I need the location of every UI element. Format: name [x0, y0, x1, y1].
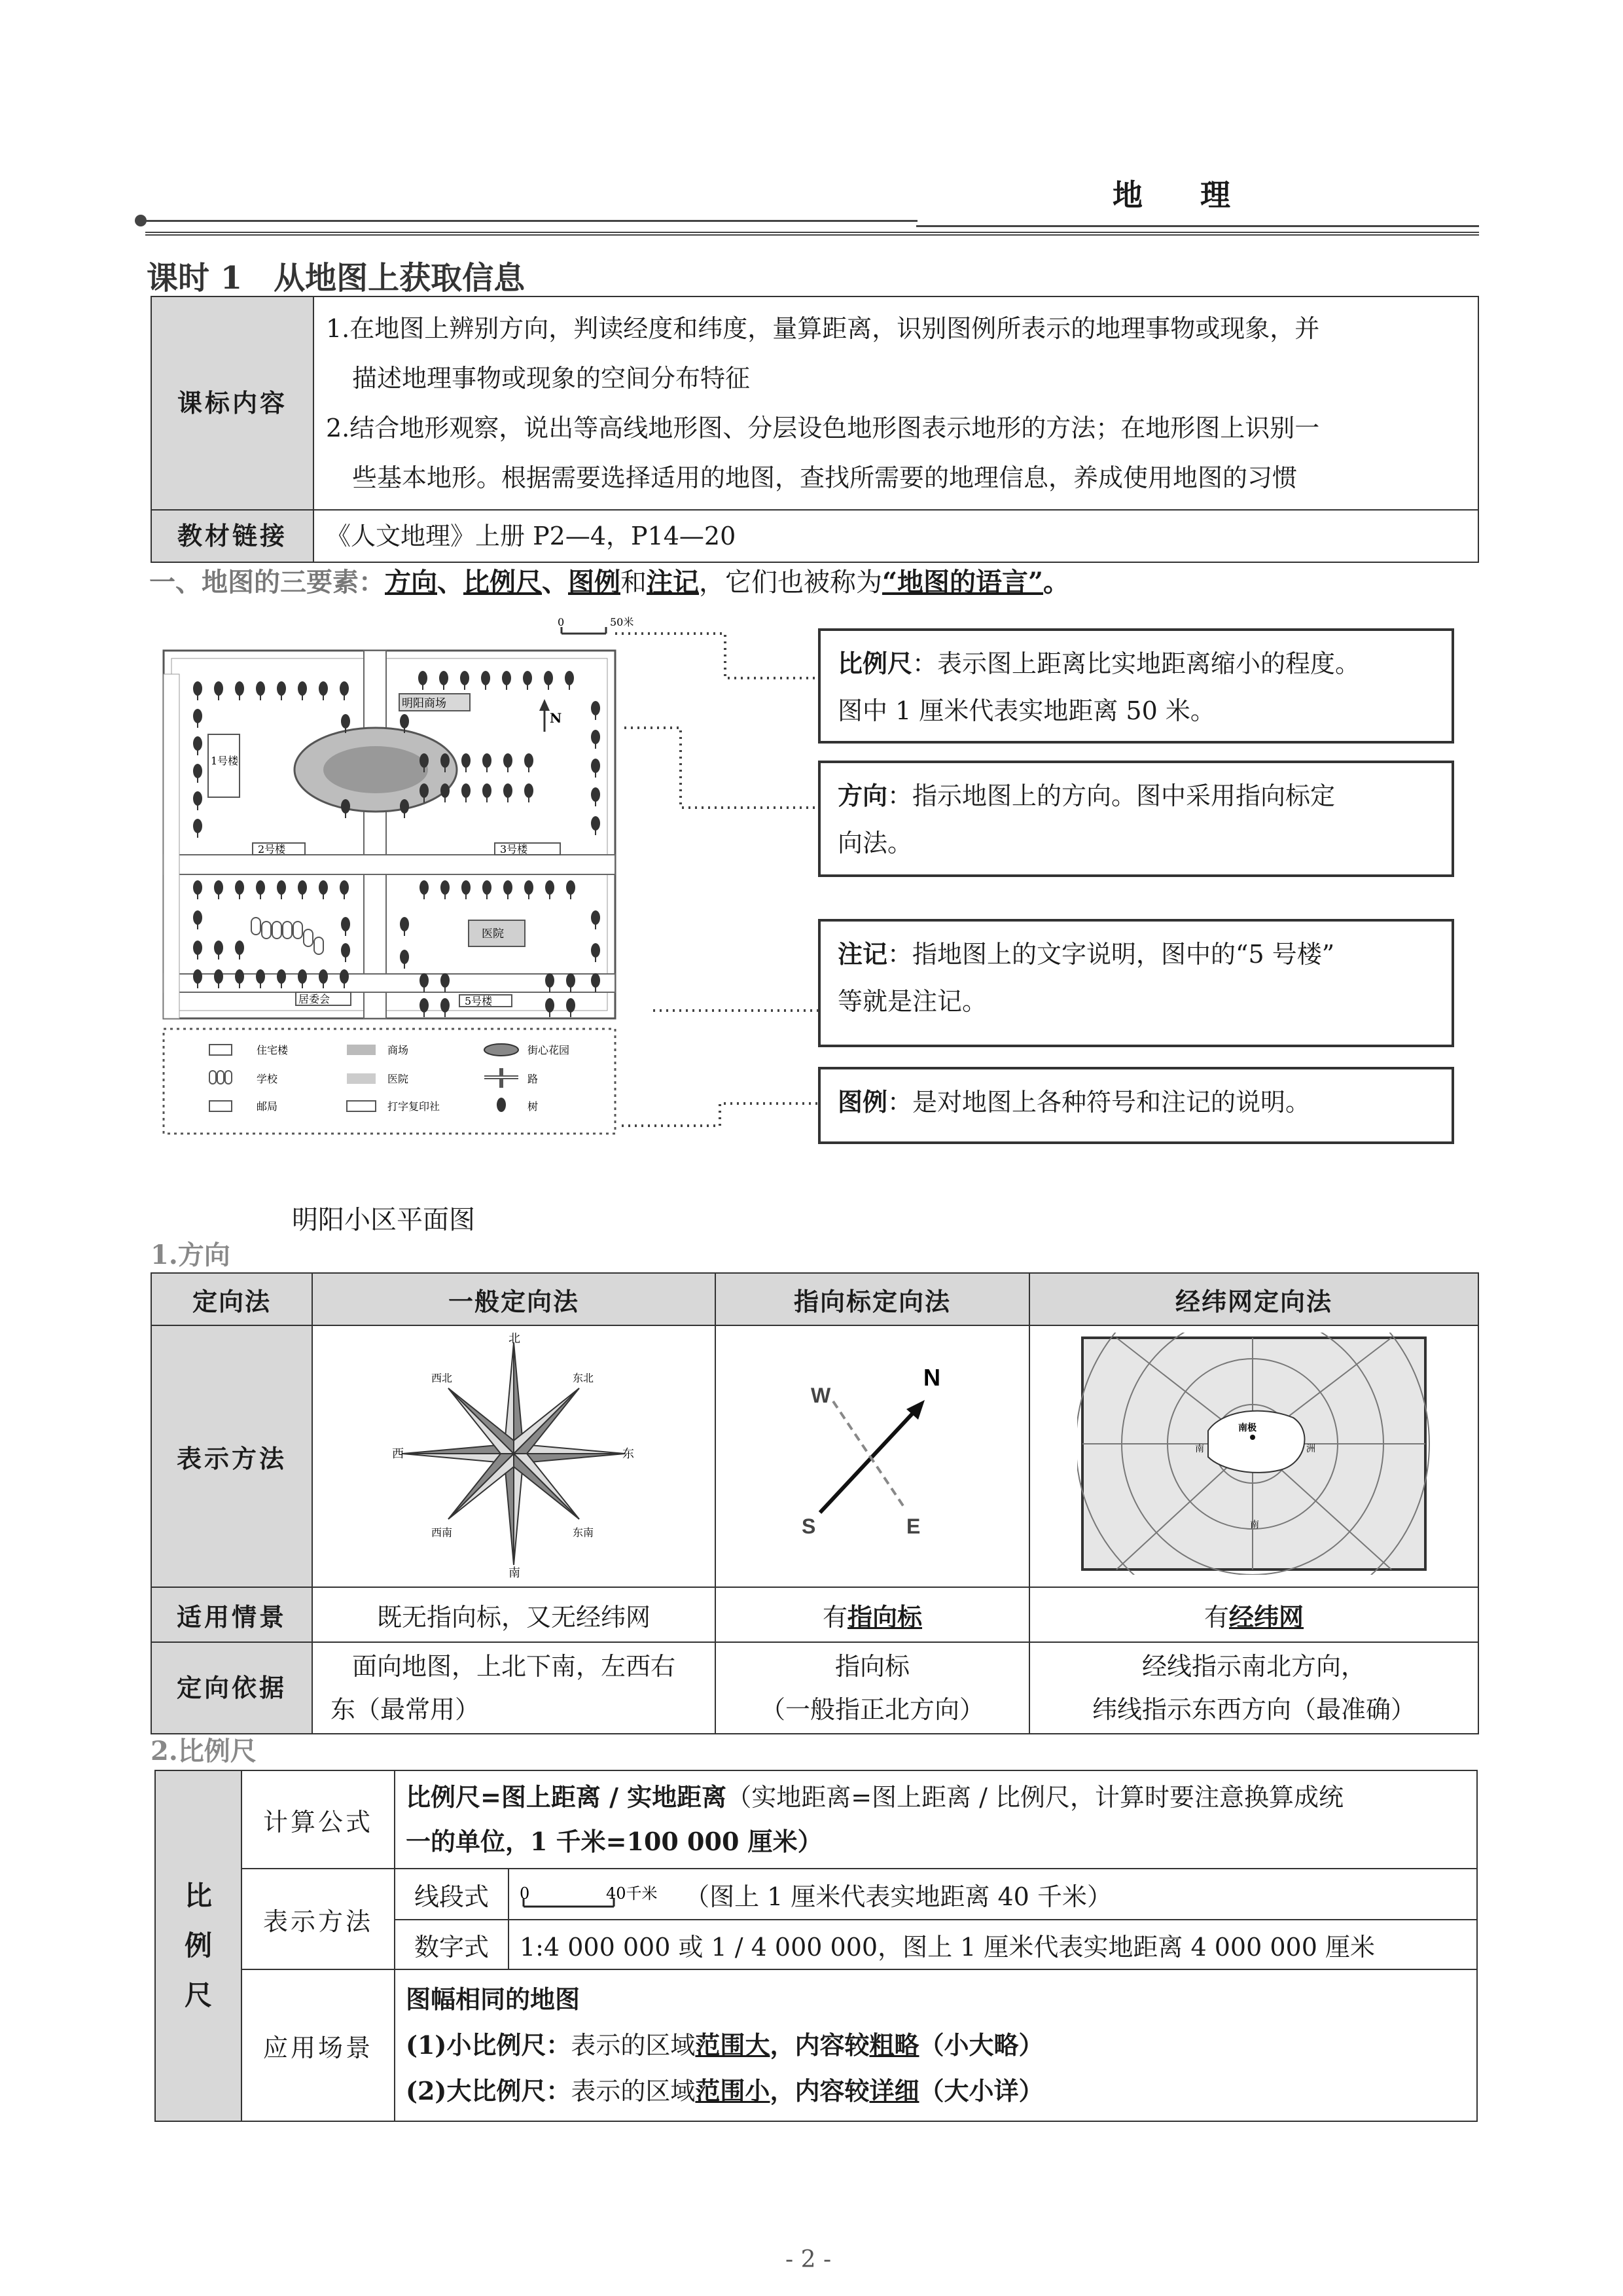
small-k1: 范围大: [695, 2030, 770, 2060]
standards-table: [151, 296, 1479, 563]
legend-tree: 树: [527, 1100, 539, 1113]
header-rule: [145, 220, 918, 222]
basis-2-b: （一般指正北方向）: [760, 1695, 984, 1724]
formula-text: [395, 1770, 1477, 1869]
basis-2-a: 指向标: [834, 1652, 910, 1681]
s1-and: 和: [620, 567, 647, 598]
num-label: 数字式: [395, 1920, 508, 1969]
header-rule-bottom: [145, 232, 1479, 236]
arrow-w: W: [811, 1383, 831, 1407]
line-text-cell: [508, 1869, 1477, 1920]
callout-scale-text1: ：表示图上距离比实地距离缩小的程度。: [912, 649, 1361, 678]
small-k2: 粗略: [869, 2030, 919, 2060]
callout-note-label: 注记: [838, 939, 888, 969]
content-1-line2: 描述地理事物或现象的空间分布特征: [352, 364, 751, 393]
map-mall: 明阳商场: [402, 697, 446, 710]
app-head: 图幅相同的地图: [406, 1984, 580, 2014]
formula-label: 计算公式: [241, 1770, 395, 1869]
direction-table: [151, 1272, 1479, 1734]
map-b1: 1号楼: [211, 755, 239, 767]
use-3-key: 经纬网: [1229, 1602, 1304, 1632]
legend-school: 学校: [257, 1073, 278, 1085]
app-text: [395, 1969, 1477, 2121]
callout-legend-label: 图例: [838, 1087, 888, 1117]
dir-row-basis: 定向依据: [151, 1642, 312, 1734]
legend-garden: 街心花园: [527, 1044, 570, 1056]
direction-title: 1.方向: [151, 1240, 230, 1270]
callout-scale: [818, 628, 1454, 744]
callout-direction: [818, 761, 1454, 877]
compass-w: 西: [392, 1446, 404, 1461]
basis-2: [715, 1642, 1029, 1734]
arrow-cell: [715, 1325, 1029, 1587]
app-label: 应用场景: [241, 1969, 395, 2121]
app-large: [406, 2068, 1466, 2114]
connector-lines: [615, 628, 838, 1145]
line-label: 线段式: [395, 1869, 508, 1920]
large-c: ，内容较: [770, 2076, 870, 2106]
s1-note: 注记: [647, 567, 699, 598]
lesson-title: 课时 1 从地图上获取信息: [147, 260, 526, 296]
compass-e: 东: [622, 1446, 634, 1461]
content-1-line1: 1.在地图上辨别方向，判读经度和纬度，量算距离，识别图例所表示的地理事物或现象，并: [326, 314, 1320, 343]
map-b3: 3号楼: [500, 843, 528, 855]
content-2-line1: 2.结合地形观察，说出等高线地形图、分层设色地形图表示地形的方法；在地形图上识别一: [326, 414, 1320, 442]
callout-dir-label: 方向: [838, 781, 888, 810]
s1-end: 。: [1043, 567, 1070, 598]
map-caption: 明阳小区平面图: [292, 1205, 475, 1235]
formula-c: 一的单位，1 千米=100 000 厘米）: [406, 1827, 823, 1856]
basis-3: [1029, 1642, 1478, 1734]
callout-scale-label: 比例尺: [838, 649, 913, 678]
small-c: ，内容较: [770, 2030, 870, 2060]
map-scale-50: 50米: [610, 616, 634, 628]
use-3: [1029, 1587, 1478, 1642]
map-hospital: 医院: [482, 927, 504, 941]
dir-h0: 定向法: [151, 1273, 312, 1325]
callout-legend: [818, 1067, 1454, 1144]
basis-1: [312, 1642, 715, 1734]
scale-big-2: 例: [184, 1929, 212, 1962]
small-mid: 表示的区域: [571, 2031, 696, 2060]
content-2-line2: 些基本地形。根据需要选择适用的地图，查找所需要的地理信息，养成使用地图的习惯: [352, 463, 1298, 492]
scale-big-label: [155, 1770, 241, 2121]
header-bullet: [135, 215, 147, 226]
s1-prefix: 一、地图的三要素：: [149, 567, 385, 598]
compass-se: 东南: [573, 1526, 594, 1539]
subject-title: 地 理: [1113, 177, 1255, 213]
scale-big-3: 尺: [184, 1979, 212, 2011]
polar-map: [1077, 1333, 1431, 1575]
small-pre: (1)小比例尺：: [406, 2030, 571, 2060]
arrow-s: S: [802, 1514, 816, 1538]
header-rule-double: [916, 225, 1479, 227]
line-zero: 0: [520, 1886, 530, 1903]
line-40: 40千米: [606, 1886, 658, 1903]
s1-direction: 方向: [385, 567, 437, 598]
large-mid: 表示的区域: [571, 2077, 696, 2106]
polar-map-cell: [1029, 1325, 1478, 1587]
standards-content: [313, 296, 1478, 510]
callout-dir-text2: 向法。: [838, 829, 913, 857]
basis-1-a: 面向地图，上北下南，左西右: [351, 1652, 675, 1681]
formula-b: （实地距离=图上距离 / 比例尺，计算时要注意换算成统: [726, 1783, 1344, 1812]
legend-hospital: 医院: [387, 1073, 409, 1085]
textbook-link: 《人文地理》上册 P2—4，P14—20: [313, 510, 1478, 562]
use-1: 既无指向标，又无经纬网: [312, 1587, 715, 1642]
map-committee: 居委会: [298, 993, 330, 1005]
polar-z2: 洲: [1306, 1443, 1315, 1454]
s1-scale: 比例尺: [463, 567, 542, 598]
s1-mid: ，它们也被称为: [699, 567, 882, 598]
formula-a: 比例尺=图上距离 / 实地距离: [406, 1782, 727, 1812]
s1-map-language: “地图的语言”: [882, 567, 1044, 598]
scale-big-1: 比: [184, 1880, 212, 1912]
compass-s: 南: [508, 1566, 520, 1578]
legend-road: 路: [527, 1073, 539, 1085]
large-k2: 详细: [869, 2076, 919, 2106]
polar-z1: 南: [1195, 1443, 1204, 1454]
compass-sw: 西南: [431, 1526, 453, 1539]
callout-note-text2: 等就是注记。: [838, 987, 988, 1016]
legend-post: 邮局: [257, 1100, 278, 1113]
label-link: 教材链接: [151, 510, 313, 562]
map-scale-zero: 0: [558, 616, 565, 628]
use-3-pre: 有: [1204, 1602, 1229, 1632]
dir-row-method: 表示方法: [151, 1325, 312, 1587]
dir-h2: 指向标定向法: [715, 1273, 1029, 1325]
callout-note: [818, 919, 1454, 1047]
callout-legend-text: ：是对地图上各种符号和注记的说明。: [887, 1088, 1311, 1117]
method-label: 表示方法: [241, 1869, 395, 1969]
basis-3-b: 纬线指示东西方向（最准确）: [1092, 1695, 1416, 1724]
callout-scale-text2: 图中 1 厘米代表实地距离 50 米。: [838, 696, 1215, 725]
legend-mall: 商场: [387, 1044, 409, 1056]
basis-1-b: 东（最常用）: [330, 1695, 480, 1724]
polar-pole: 南极: [1238, 1422, 1257, 1433]
scale-table: [154, 1770, 1478, 2122]
small-end: （小大略）: [919, 2030, 1044, 2060]
page-number: - 2 -: [785, 2246, 832, 2273]
compass-nw: 西北: [431, 1371, 453, 1384]
compass-n: 北: [508, 1331, 520, 1346]
s1-sep2: 、: [542, 567, 568, 598]
direction-arrow-diagram: [761, 1349, 984, 1558]
legend-print-shop: 打字复印社: [387, 1100, 440, 1113]
compass-rose-cell: [312, 1325, 715, 1587]
large-pre: (2)大比例尺：: [406, 2076, 571, 2106]
arrow-e: E: [906, 1514, 921, 1538]
line-text: （图上 1 厘米代表实地距离 40 千米）: [685, 1882, 1112, 1911]
s1-legend: 图例: [568, 567, 620, 598]
compass-rose: [383, 1329, 645, 1578]
legend-residential: 住宅楼: [257, 1044, 289, 1056]
section1-title: [149, 562, 1069, 599]
app-small: [406, 2022, 1466, 2068]
dir-row-use: 适用情景: [151, 1587, 312, 1642]
scale-title: 2.比例尺: [151, 1736, 257, 1767]
arrow-n: N: [923, 1363, 940, 1391]
large-end: （大小详）: [919, 2076, 1044, 2106]
s1-sep1: 、: [437, 567, 463, 598]
polar-south: 南: [1250, 1519, 1259, 1530]
dir-h3: 经纬网定向法: [1029, 1273, 1478, 1325]
use-2-pre: 有: [822, 1602, 847, 1632]
map-b5: 5号楼: [465, 995, 493, 1007]
map-b2: 2号楼: [258, 843, 286, 855]
callout-note-text1: ：指地图上的文字说明，图中的“5 号楼”: [887, 940, 1335, 969]
label-content: 课标内容: [151, 296, 313, 510]
use-2: [715, 1587, 1029, 1642]
num-text: 1:4 000 000 或 1 / 4 000 000，图上 1 厘米代表实地距离 4 000 000 厘米: [508, 1920, 1477, 1969]
map-north: N: [550, 710, 562, 726]
basis-3-a: 经线指示南北方向，: [1141, 1652, 1366, 1681]
compass-ne: 东北: [573, 1371, 594, 1384]
callout-dir-text1: ：指示地图上的方向。图中采用指向标定: [887, 781, 1336, 810]
large-k1: 范围小: [695, 2076, 770, 2106]
use-2-key: 指向标: [847, 1602, 923, 1632]
line-scale-bar: [520, 1886, 677, 1912]
dir-h1: 一般定向法: [312, 1273, 715, 1325]
